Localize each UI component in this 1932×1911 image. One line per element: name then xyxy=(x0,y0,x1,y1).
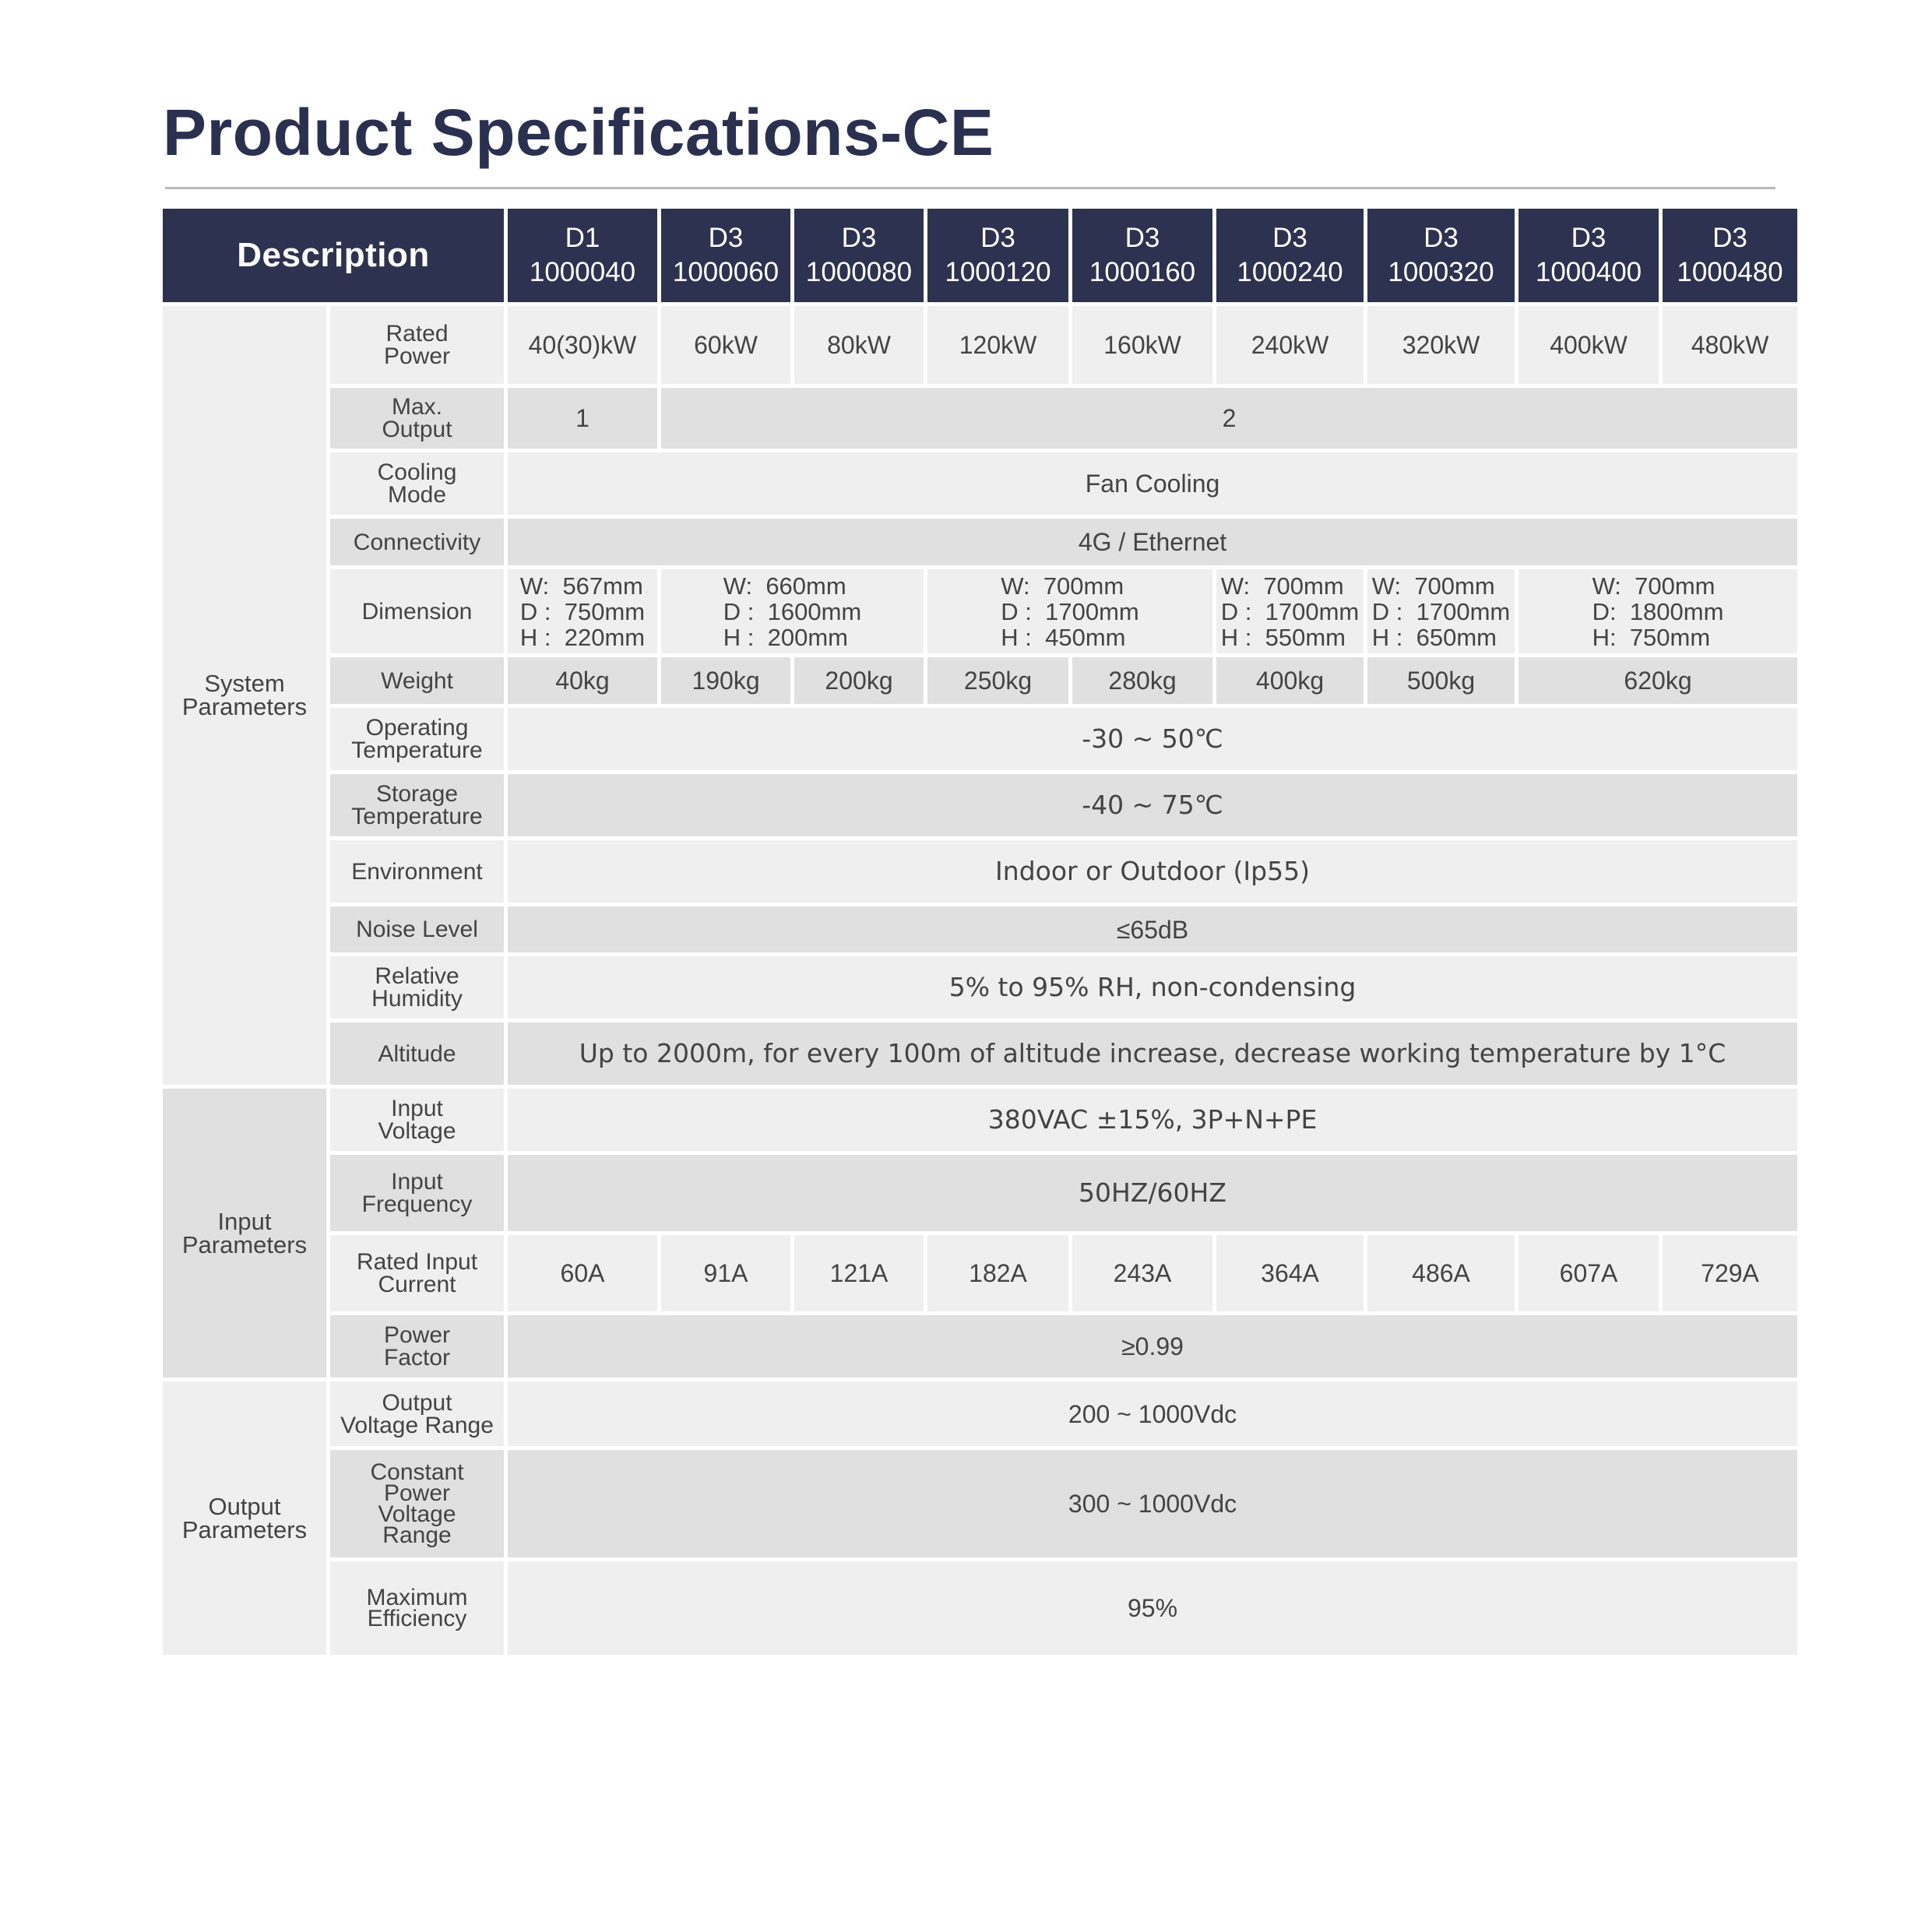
table-row xyxy=(163,1315,1797,1378)
table-cell: 480kW xyxy=(1663,306,1797,384)
table-cell: 2 xyxy=(661,388,1797,449)
table-cell: W: 700mm D : 1700mm H : 550mm xyxy=(1216,569,1364,653)
model-header: D3 1000080 xyxy=(794,209,924,302)
model-header: D3 1000120 xyxy=(927,209,1068,302)
table-row xyxy=(163,306,1797,384)
row-label: Environment xyxy=(330,840,504,903)
description-header: Description xyxy=(163,209,504,302)
row-label: Max. Output xyxy=(330,388,504,449)
row-label: Connectivity xyxy=(330,519,504,565)
row-label: Relative Humidity xyxy=(330,956,504,1019)
table-row xyxy=(163,519,1797,565)
model-header: D3 1000480 xyxy=(1663,209,1797,302)
model-header: D3 1000160 xyxy=(1072,209,1212,302)
table-cell: 5% to 95% RH, non-condensing xyxy=(508,956,1797,1019)
table-row xyxy=(163,452,1797,515)
table-cell: 121A xyxy=(794,1235,924,1311)
table-cell: 40kg xyxy=(508,657,657,704)
table-cell: 1 xyxy=(508,388,657,449)
table-cell: 50HZ/60HZ xyxy=(508,1155,1797,1231)
title-divider xyxy=(165,187,1775,189)
row-label: Input Voltage xyxy=(330,1089,504,1151)
table-row xyxy=(163,1022,1797,1085)
table-row xyxy=(163,1089,1797,1151)
table-row xyxy=(163,906,1797,952)
table-cell: W: 660mm D : 1600mm H : 200mm xyxy=(661,569,924,653)
model-header: D3 1000060 xyxy=(661,209,790,302)
table-row xyxy=(163,840,1797,903)
table-cell: 364A xyxy=(1216,1235,1364,1311)
table-cell: 320kW xyxy=(1367,306,1515,384)
table-cell: Fan Cooling xyxy=(508,452,1797,515)
row-label: Storage Temperature xyxy=(330,774,504,836)
table-cell: 243A xyxy=(1072,1235,1212,1311)
table-cell: 120kW xyxy=(927,306,1068,384)
model-header: D3 1000400 xyxy=(1519,209,1659,302)
table-cell: 80kW xyxy=(794,306,924,384)
table-cell: W: 700mm D : 1700mm H : 450mm xyxy=(927,569,1212,653)
table-cell: -30 ~ 50℃ xyxy=(508,708,1797,770)
table-cell: 400kW xyxy=(1519,306,1659,384)
table-cell: W: 567mm D : 750mm H : 220mm xyxy=(508,569,657,653)
table-cell: 380VAC ±15%, 3P+N+PE xyxy=(508,1089,1797,1151)
table-cell: 729A xyxy=(1663,1235,1797,1311)
table-cell: 400kg xyxy=(1216,657,1364,704)
table-cell: 240kW xyxy=(1216,306,1364,384)
table-cell: 4G / Ethernet xyxy=(508,519,1797,565)
row-label: Operating Temperature xyxy=(330,708,504,770)
row-label: Power Factor xyxy=(330,1315,504,1378)
row-label: Rated Input Current xyxy=(330,1235,504,1311)
table-cell: 620kg xyxy=(1519,657,1797,704)
table-cell: 95% xyxy=(508,1561,1797,1655)
table-cell: 200 ~ 1000Vdc xyxy=(508,1381,1797,1446)
table-cell: 300 ~ 1000Vdc xyxy=(508,1450,1797,1557)
table-cell: 500kg xyxy=(1367,657,1515,704)
table-cell: 40(30)kW xyxy=(508,306,657,384)
table-row xyxy=(163,388,1797,449)
table-row xyxy=(163,774,1797,836)
table-cell: 200kg xyxy=(794,657,924,704)
row-label: Input Frequency xyxy=(330,1155,504,1231)
table-cell: 250kg xyxy=(927,657,1068,704)
row-label: Maximum Efficiency xyxy=(330,1561,504,1655)
group-output: Output Parameters xyxy=(163,1381,326,1655)
row-label: Rated Power xyxy=(330,306,504,384)
table-row xyxy=(163,1155,1797,1231)
table-cell: 280kg xyxy=(1072,657,1212,704)
table-cell: 60A xyxy=(508,1235,657,1311)
table-row xyxy=(163,708,1797,770)
table-row xyxy=(163,569,1797,653)
table-cell: 607A xyxy=(1519,1235,1659,1311)
row-label: Noise Level xyxy=(330,906,504,952)
table-cell: 486A xyxy=(1367,1235,1515,1311)
model-header: D3 1000240 xyxy=(1216,209,1364,302)
table-row xyxy=(163,657,1797,704)
table-cell: Up to 2000m, for every 100m of altitude increase, decrease working temperature by 1°C xyxy=(508,1022,1797,1085)
row-label: Dimension xyxy=(330,569,504,653)
table-row xyxy=(163,1450,1797,1557)
table-cell: W: 700mm D: 1800mm H: 750mm xyxy=(1519,569,1797,653)
row-label: Output Voltage Range xyxy=(330,1381,504,1446)
table-cell: ≤65dB xyxy=(508,906,1797,952)
row-label: Constant Power Voltage Range xyxy=(330,1450,504,1557)
table-cell: 60kW xyxy=(661,306,790,384)
row-label: Altitude xyxy=(330,1022,504,1085)
row-label: Cooling Mode xyxy=(330,452,504,515)
spec-table xyxy=(159,205,1801,1659)
group-system: System Parameters xyxy=(163,306,326,1085)
table-cell: Indoor or Outdoor (Ip55) xyxy=(508,840,1797,903)
table-cell: -40 ~ 75℃ xyxy=(508,774,1797,836)
group-input: Input Parameters xyxy=(163,1089,326,1378)
table-row xyxy=(163,1561,1797,1655)
table-cell: 182A xyxy=(927,1235,1068,1311)
model-header: D3 1000320 xyxy=(1367,209,1515,302)
table-cell: 91A xyxy=(661,1235,790,1311)
table-cell: 160kW xyxy=(1072,306,1212,384)
row-label: Weight xyxy=(330,657,504,704)
table-row xyxy=(163,956,1797,1019)
table-cell: W: 700mm D : 1700mm H : 650mm xyxy=(1367,569,1515,653)
header-row xyxy=(163,209,1797,302)
table-cell: ≥0.99 xyxy=(508,1315,1797,1378)
model-header: D1 1000040 xyxy=(508,209,657,302)
table-row xyxy=(163,1235,1797,1311)
page-title: Product Specifications-CE xyxy=(163,96,994,169)
table-row xyxy=(163,1381,1797,1446)
table-cell: 190kg xyxy=(661,657,790,704)
